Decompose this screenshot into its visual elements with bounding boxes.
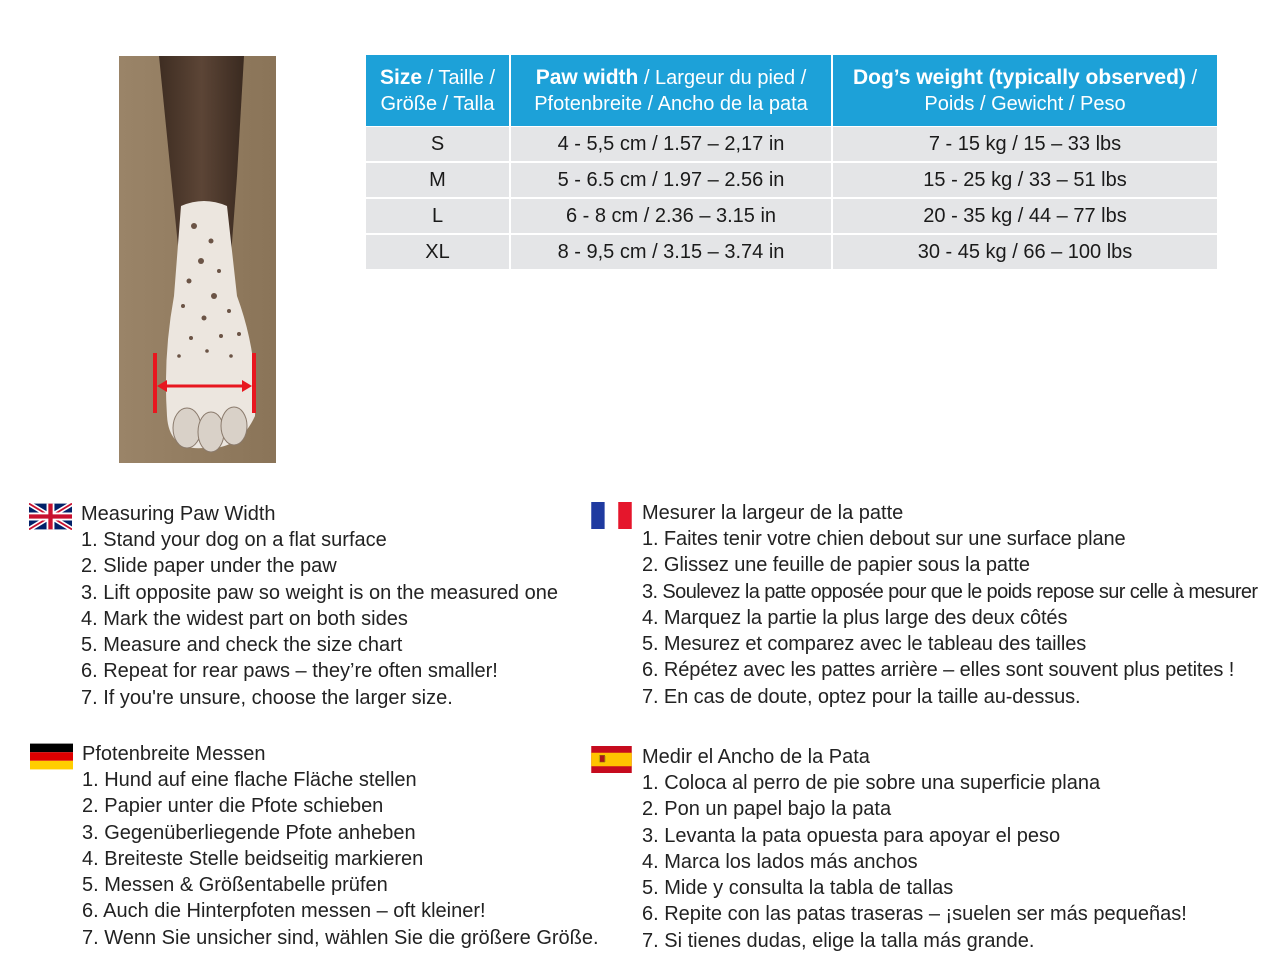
- spain-flag-icon: [590, 746, 633, 773]
- header-dog-weight: Dog’s weight (typically observed) / Poids / Gewicht / Peso: [833, 55, 1217, 127]
- step-list: [590, 526, 1258, 710]
- size-chart-table: [366, 55, 1217, 271]
- list-item: 1. Coloca al perro de pie sobre una superficie plana: [642, 772, 1101, 794]
- list-item: 3. Levanta la pata opuesta para apoyar el peso: [642, 824, 1061, 847]
- step-list: [30, 767, 599, 951]
- paw-measurement-photo: [119, 56, 276, 463]
- step-list: [29, 527, 558, 711]
- list-item: 5. Mide y consulta la tabla de tallas: [642, 877, 954, 900]
- weight-cell: 7 - 15 kg / 15 – 33 lbs: [833, 127, 1217, 163]
- list-item: 4. Mark the widest part on both sides: [81, 607, 408, 630]
- paw-width-cell: 5 - 6.5 cm / 1.97 – 2.56 in: [511, 163, 833, 199]
- list-item: 5. Messen & Größentabelle prüfen: [82, 874, 388, 897]
- section-heading: Mesurer la largeur de la patte: [642, 502, 904, 524]
- weight-cell: 20 - 35 kg / 44 – 77 lbs: [833, 199, 1217, 235]
- section-heading: Medir el Ancho de la Pata: [642, 746, 870, 768]
- paw-width-cell: 6 - 8 cm / 2.36 – 3.15 in: [511, 199, 833, 235]
- list-item: 7. Wenn Sie unsicher sind, wählen Sie die größere Größe.: [82, 926, 599, 949]
- spanish-instructions: [590, 744, 1187, 954]
- section-heading: Measuring Paw Width: [81, 503, 276, 525]
- weight-cell: 30 - 45 kg / 66 – 100 lbs: [833, 235, 1217, 271]
- list-item: 1. Stand your dog on a flat surface: [81, 529, 387, 551]
- header-paw-width: Paw width / Largeur du pied / Pfotenbreite / Ancho de la pata: [511, 55, 833, 127]
- table-row: [366, 163, 1217, 199]
- weight-cell: 15 - 25 kg / 33 – 51 lbs: [833, 163, 1217, 199]
- list-item: 1. Faites tenir votre chien debout sur une surface plane: [642, 528, 1126, 550]
- list-item: 6. Repeat for rear paws – they’re often smaller!: [81, 660, 498, 683]
- list-item: 7. Si tienes dudas, elige la talla más grande.: [642, 929, 1035, 952]
- list-item: 2. Pon un papel bajo la pata: [642, 798, 892, 821]
- size-cell: S: [366, 127, 511, 163]
- list-item: 6. Auch die Hinterpfoten messen – oft kleiner!: [82, 900, 486, 923]
- uk-flag-icon: [29, 503, 72, 530]
- list-item: 4. Marca los lados más anchos: [642, 850, 918, 873]
- list-item: 7. En cas de doute, optez pour la taille au-dessus.: [642, 685, 1081, 708]
- size-cell: XL: [366, 235, 511, 271]
- size-cell: M: [366, 163, 511, 199]
- list-item: 3. Gegenüberliegende Pfote anheben: [82, 821, 416, 844]
- german-instructions: [30, 741, 599, 951]
- list-item: 2. Glissez une feuille de papier sous la patte: [642, 554, 1030, 577]
- list-item: 7. If you're unsure, choose the larger size.: [81, 686, 453, 709]
- step-list: [590, 770, 1187, 954]
- paw-width-cell: 8 - 9,5 cm / 3.15 – 3.74 in: [511, 235, 833, 271]
- list-item: 5. Measure and check the size chart: [81, 634, 403, 657]
- list-item: 5. Mesurez et comparez avec le tableau des tailles: [642, 633, 1087, 656]
- list-item: 2. Papier unter die Pfote schieben: [82, 795, 384, 818]
- size-cell: L: [366, 199, 511, 235]
- list-item: 4. Breiteste Stelle beidseitig markieren: [82, 847, 424, 870]
- table-header-row: [366, 55, 1217, 127]
- germany-flag-icon: [30, 743, 73, 770]
- table-row: [366, 235, 1217, 271]
- table-row: [366, 199, 1217, 235]
- list-item: 6. Répétez avec les pattes arrière – elles sont souvent plus petites !: [642, 659, 1235, 682]
- english-instructions: [29, 501, 558, 711]
- list-item: 6. Repite con las patas traseras – ¡suelen ser más pequeñas!: [642, 903, 1187, 926]
- header-size: Size / Taille / Größe / Talla: [366, 55, 511, 127]
- list-item: 1. Hund auf eine flache Fläche stellen: [82, 769, 417, 791]
- list-item: 3. Lift opposite paw so weight is on the measured one: [81, 581, 558, 604]
- table-row: [366, 127, 1217, 163]
- france-flag-icon: [590, 502, 633, 529]
- paw-width-cell: 4 - 5,5 cm / 1.57 – 2,17 in: [511, 127, 833, 163]
- list-item: 3. Soulevez la patte opposée pour que le poids repose sur celle à mesurer: [642, 580, 1258, 603]
- list-item: 4. Marquez la partie la plus large des deux côtés: [642, 606, 1068, 629]
- french-instructions: [590, 500, 1258, 710]
- list-item: 2. Slide paper under the paw: [81, 555, 337, 578]
- section-heading: Pfotenbreite Messen: [82, 743, 266, 765]
